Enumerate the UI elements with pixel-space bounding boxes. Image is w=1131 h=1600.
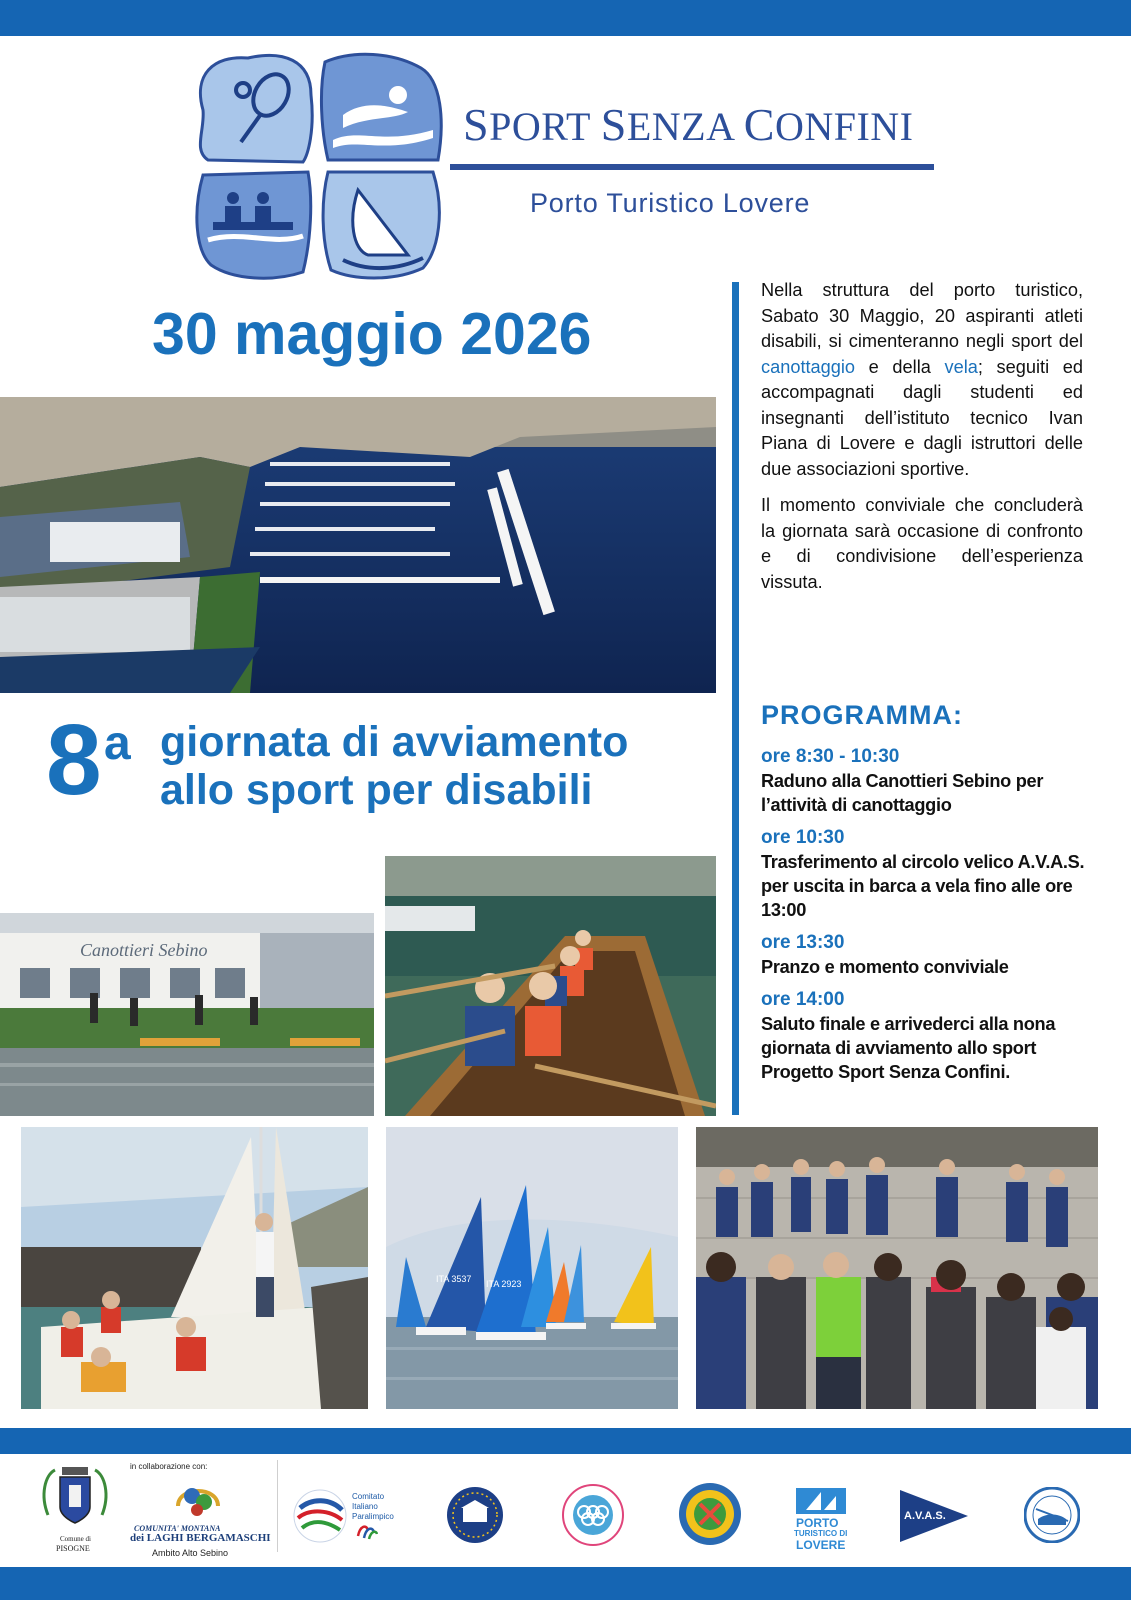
group-photo bbox=[696, 1127, 1098, 1409]
footer-band bbox=[0, 1428, 1131, 1454]
intro-paragraph-2: Il momento conviviale che concluderà la giornata sarà occasione di confronto e di condivisione dell’esperienza vissuta. bbox=[761, 495, 1083, 592]
headline-line-2: allo sport per disabili bbox=[160, 766, 593, 814]
porto-label-2: TURISTICO DI bbox=[794, 1529, 848, 1538]
sailing-race-photo bbox=[386, 1127, 678, 1409]
pisogne-crest-icon bbox=[40, 1465, 110, 1531]
top-band bbox=[0, 0, 1131, 36]
collab-label: in collaborazione con: bbox=[130, 1462, 208, 1471]
programma-time: ore 10:30 bbox=[761, 827, 845, 848]
sail-number-2: ITA 2923 bbox=[486, 1279, 522, 1289]
brand-title: SPORT SENZA CONFINI bbox=[463, 99, 914, 150]
bottom-band bbox=[0, 1567, 1131, 1600]
canottieri-sign: Canottieri Sebino bbox=[80, 940, 208, 960]
sport-senza-confini-logo-icon bbox=[193, 50, 443, 282]
comunita-label-2: dei LAGHI BERGAMASCHI bbox=[130, 1532, 271, 1544]
programma-desc: Pranzo e momento conviviale bbox=[761, 957, 1009, 977]
programma-item bbox=[761, 988, 1091, 1084]
headline bbox=[160, 718, 628, 814]
headline-line-1: giornata di avviamento bbox=[160, 718, 629, 766]
highlight-canottaggio: canottaggio bbox=[761, 356, 856, 377]
programma-time: ore 8:30 - 10:30 bbox=[761, 746, 900, 767]
brand-rule bbox=[450, 164, 934, 170]
polisportiva-logo-icon bbox=[562, 1484, 624, 1546]
intro-text-run: ; seguiti ed accompagnati dagli studenti ed insegnanti dell’istituto tecnico Ivan Piana di Lovere e dagli istruttori delle due associazioni sportive. bbox=[761, 356, 1084, 479]
event-date: 30 maggio 2026 bbox=[152, 301, 592, 367]
ordinal-number: 8 bbox=[46, 704, 102, 816]
intro-paragraph-1 bbox=[761, 278, 1083, 482]
programma-time: ore 13:30 bbox=[761, 932, 845, 953]
programma-item bbox=[761, 931, 1091, 979]
cip-label-3: Paralimpico bbox=[352, 1512, 394, 1521]
vertical-divider bbox=[732, 282, 739, 1115]
programma-title: PROGRAMMA: bbox=[761, 700, 963, 730]
canottieri-sebino-logo-icon bbox=[1024, 1487, 1080, 1543]
istituto-logo-icon bbox=[446, 1486, 504, 1544]
pisogne-label-2: PISOGNE bbox=[56, 1544, 90, 1553]
intro-text-run: Nella struttura del porto turistico, Sabato 30 Maggio, 20 aspiranti atleti disabili, si cimenteranno negli sport del bbox=[761, 280, 1083, 351]
pisogne-label-1: Comune di bbox=[60, 1535, 91, 1543]
comunita-montana-logo-icon bbox=[170, 1476, 226, 1522]
rowing-boat-photo bbox=[385, 856, 716, 1116]
footer-divider bbox=[277, 1460, 278, 1552]
polisportiva-disabili-logo-icon bbox=[678, 1482, 742, 1546]
programma-desc: Raduno alla Canottieri Sebino per l’attività di canottaggio bbox=[761, 771, 1044, 815]
sailboat-people-photo bbox=[21, 1127, 368, 1409]
cip-label-2: Italiano bbox=[352, 1502, 378, 1511]
programma-item bbox=[761, 826, 1091, 922]
porto-label-3: LOVERE bbox=[796, 1538, 846, 1552]
programma-list bbox=[761, 745, 1091, 1093]
programma-item bbox=[761, 745, 1091, 817]
programma-desc: Saluto finale e arrivederci alla nona giornata di avviamento allo sport Progetto Sport Senza Confini. bbox=[761, 1014, 1056, 1082]
intro-text bbox=[761, 278, 1083, 606]
porto-label-1: PORTO bbox=[796, 1516, 839, 1530]
highlight-vela: vela bbox=[944, 356, 978, 377]
cip-logo-icon bbox=[292, 1488, 348, 1544]
aerial-port-photo bbox=[0, 397, 716, 693]
canottieri-sebino-photo bbox=[0, 913, 374, 1116]
cip-label-1: Comitato bbox=[352, 1492, 385, 1501]
avas-label: A.V.A.S. bbox=[904, 1510, 946, 1522]
sail-number-1: ITA 3537 bbox=[436, 1274, 472, 1284]
comunita-label-3: Ambito Alto Sebino bbox=[152, 1548, 229, 1558]
ordinal-suffix: a bbox=[104, 717, 131, 770]
intro-text-run: e della bbox=[855, 356, 945, 377]
agitos-icon bbox=[356, 1522, 378, 1540]
brand-subtitle: Porto Turistico Lovere bbox=[530, 188, 811, 218]
programma-desc: Trasferimento al circolo velico A.V.A.S. per uscita in barca a vela fino alle ore 13:00 bbox=[761, 852, 1085, 920]
porto-lovere-logo-icon bbox=[796, 1488, 846, 1514]
comunita-label-1: COMUNITA' MONTANA bbox=[134, 1524, 221, 1533]
programma-time: ore 14:00 bbox=[761, 989, 845, 1010]
